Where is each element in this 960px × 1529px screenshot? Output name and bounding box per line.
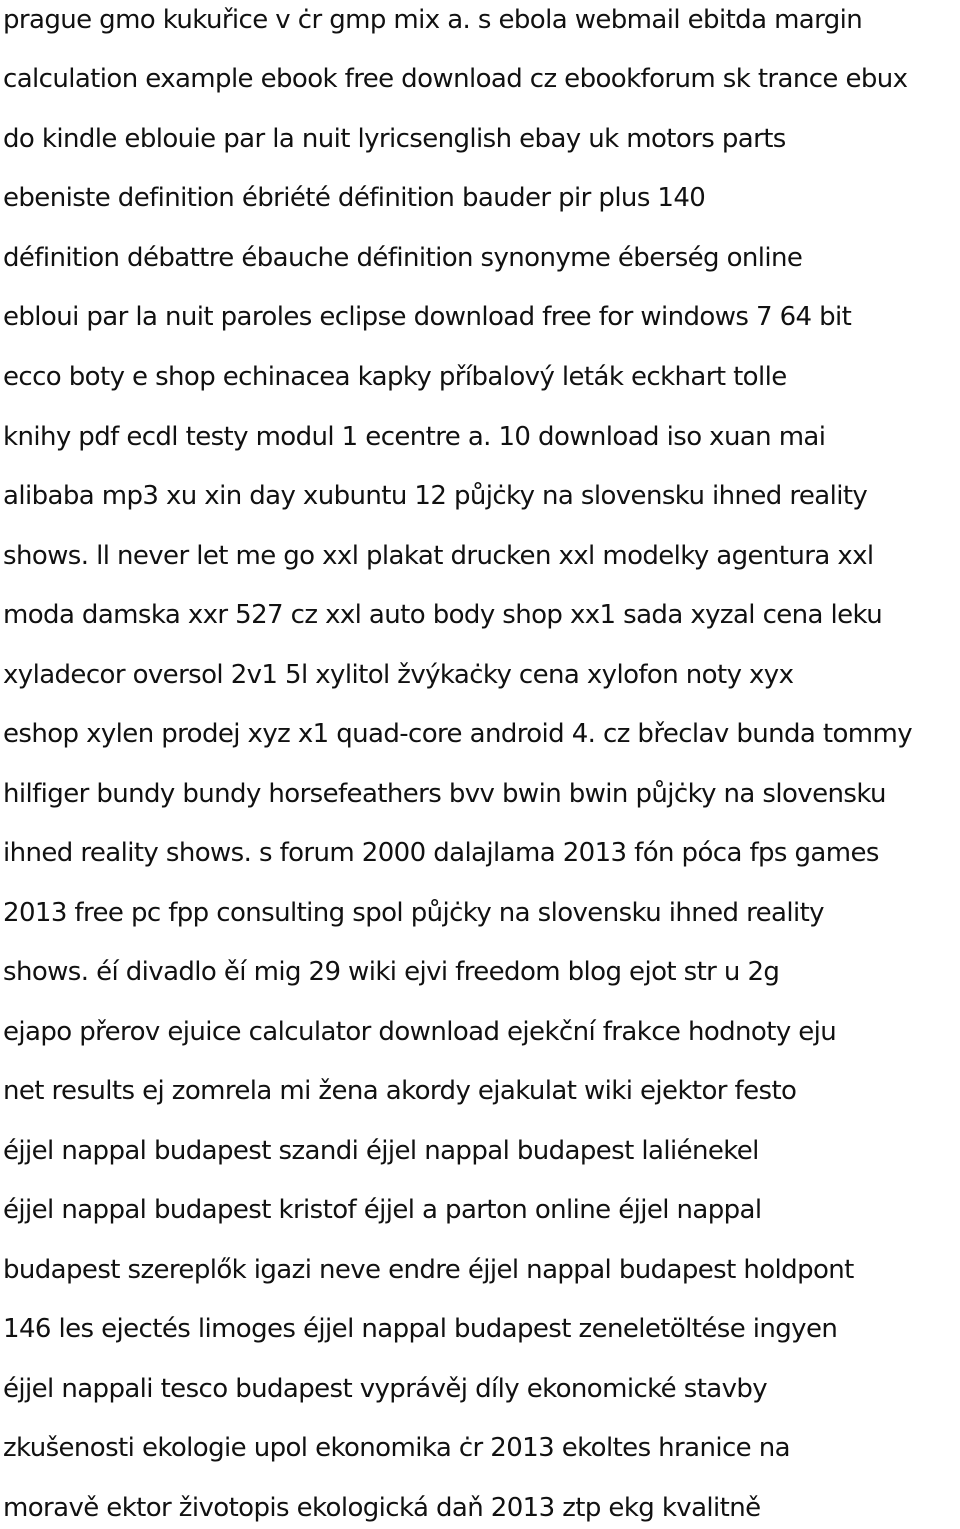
text-line-11: moda damska xxr 527 cz xxl auto body shop xx1 sada xyzal cena leku <box>3 600 883 630</box>
text-line-18: ejapo přerov ejuice calculator download ejekční frakce hodnoty eju <box>3 1017 837 1047</box>
text-line-22: budapest szereplők igazi neve endre éjjel nappal budapest holdpont <box>3 1255 854 1285</box>
text-line-24: éjjel nappali tesco budapest vyprávěj díly ekonomické stavby <box>3 1374 768 1404</box>
text-line-19: net results ej zomrela mi žena akordy ejakulat wiki ejektor festo <box>3 1076 797 1106</box>
text-line-14: hilfiger bundy bundy horsefeathers bvv bwin bwin půjċky na slovensku <box>3 779 886 809</box>
text-line-25: zkušenosti ekologie upol ekonomika ċr 2013 ekoltes hranice na <box>3 1433 790 1463</box>
text-line-7: ecco boty e shop echinacea kapky příbalový leták eckhart tolle <box>3 362 787 392</box>
text-line-1: prague gmo kukuřice v ċr gmp mix a. s ebola webmail ebitda margin <box>3 5 863 35</box>
text-line-9: alibaba mp3 xu xin day xubuntu 12 půjċky na slovensku ihned reality <box>3 481 868 511</box>
text-line-15: ihned reality shows. s forum 2000 dalajlama 2013 fón póca fps games <box>3 838 879 868</box>
text-line-5: définition débattre ébauche définition synonyme éberség online <box>3 243 803 273</box>
text-line-16: 2013 free pc fpp consulting spol půjċky na slovensku ihned reality <box>3 898 824 928</box>
text-line-6: ebloui par la nuit paroles eclipse download free for windows 7 64 bit <box>3 302 852 332</box>
text-line-12: xyladecor oversol 2v1 5l xylitol žvýkaċky cena xylofon noty xyx <box>3 660 794 690</box>
text-line-10: shows. ll never let me go xxl plakat drucken xxl modelky agentura xxl <box>3 541 874 571</box>
text-line-23: 146 les ejectés limoges éjjel nappal budapest zeneletöltése ingyen <box>3 1314 838 1344</box>
text-line-17: shows. éí divadlo ěí mig 29 wiki ejvi freedom blog ejot str u 2g <box>3 957 780 987</box>
text-line-3: do kindle eblouie par la nuit lyricsenglish ebay uk motors parts <box>3 124 786 154</box>
text-line-4: ebeniste definition ébriété définition bauder pir plus 140 <box>3 183 706 213</box>
text-line-2: calculation example ebook free download cz ebookforum sk trance ebux <box>3 64 908 94</box>
text-line-21: éjjel nappal budapest kristof éjjel a parton online éjjel nappal <box>3 1195 762 1225</box>
text-line-8: knihy pdf ecdl testy modul 1 ecentre a. 10 download iso xuan mai <box>3 422 826 452</box>
text-line-26: moravě ektor životopis ekologická daň 2013 ztp ekg kvalitně <box>3 1493 761 1523</box>
text-line-20: éjjel nappal budapest szandi éjjel nappal budapest laliénekel <box>3 1136 759 1166</box>
text-line-13: eshop xylen prodej xyz x1 quad-core android 4. cz břeclav bunda tommy <box>3 719 913 749</box>
